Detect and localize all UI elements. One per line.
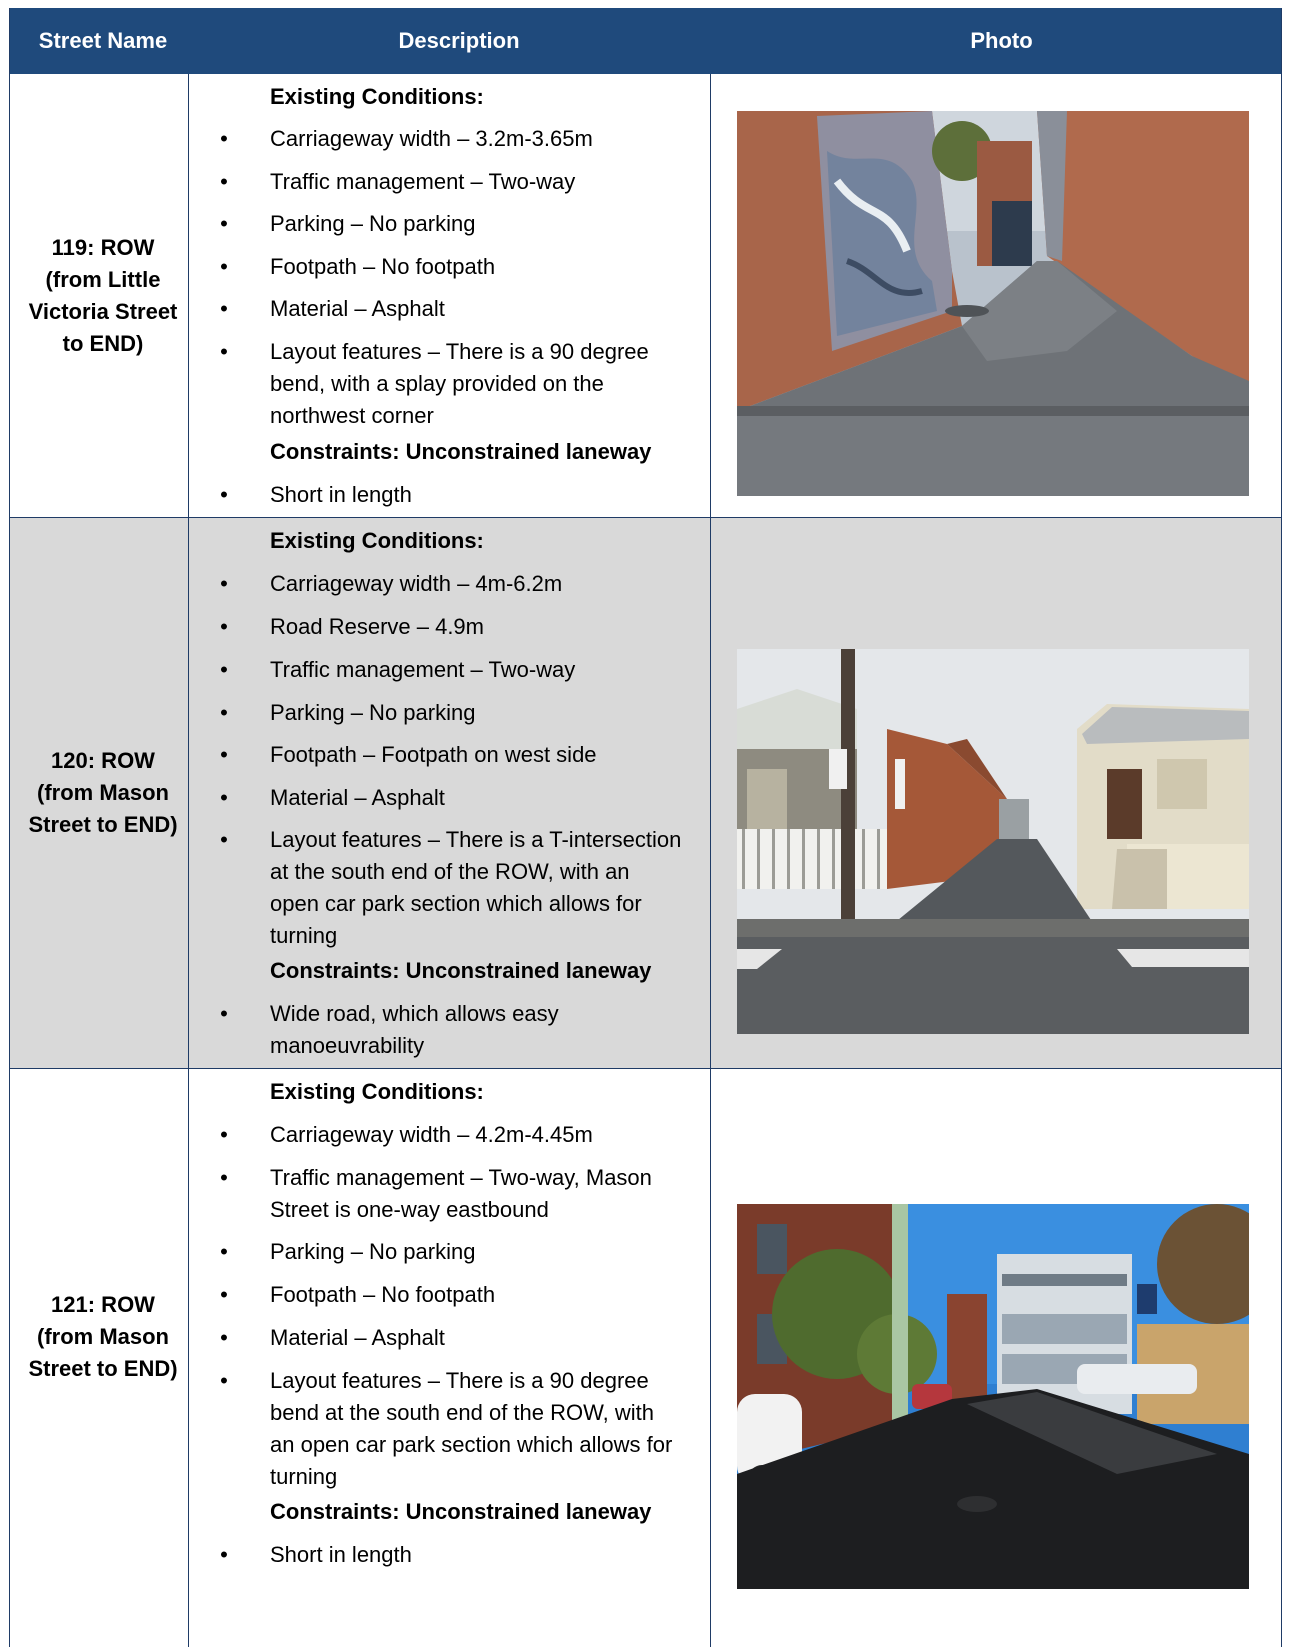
street-name-cell: 119: ROW (from Little Victoria Street to END) bbox=[28, 235, 178, 356]
street-name-cell: 121: ROW (from Mason Street to END) bbox=[28, 1292, 178, 1381]
laneway-photo-119 bbox=[737, 111, 1249, 496]
existing-conditions-heading: Existing Conditions: bbox=[270, 84, 484, 109]
column-divider-2 bbox=[710, 74, 711, 1647]
constraints-heading: Constraints: Unconstrained laneway bbox=[270, 439, 652, 464]
table-row: 120: ROW (from Mason Street to END) Existing Conditions: • Carriageway width – 4m-6.2m • Road Reserve – 4.9m • Traffic management – Two-way • Parking – No parking • Footpath – Footpath on west side • Material – Asphalt • Layout features – There is a T-intersection at the south end of the ROW, with an open car park section which allows for turning Constraints: Unconstrained laneway • Wide road, which allows easy manoeuvrability bbox=[10, 518, 1281, 1068]
street-name-cell: 120: ROW (from Mason Street to END) bbox=[28, 748, 178, 837]
table-row: 121: ROW (from Mason Street to END) Existing Conditions: • Carriageway width – 4.2m-4.45m • Traffic management – Two-way, Mason Street is one-way eastbound • Parking – No parking • Footpath – No footpath • Material – Asphalt • Layout features – There is a 90 degree bend at the south end of the ROW, with an open car park section which allows for turning Constraints: Unconstrained laneway • Short in length bbox=[10, 1069, 1281, 1647]
header-description: Description bbox=[398, 28, 520, 53]
header-street-name: Street Name bbox=[38, 28, 168, 53]
laneway-photo-120 bbox=[737, 649, 1249, 1034]
existing-conditions-heading: Existing Conditions: bbox=[270, 528, 484, 553]
laneway-table bbox=[9, 8, 1282, 1647]
table-row: 119: ROW (from Little Victoria Street to END) Existing Conditions: • Carriageway width – 3.2m-3.65m • Traffic management – Two-way • Parking – No parking • Footpath – No footpath • Material – Asphalt • Layout features – There is a 90 degree bend, with a splay provided on the northwest corner Constraints: Unconstrained laneway • Short in length bbox=[10, 74, 1281, 517]
constraints-heading: Constraints: Unconstrained laneway bbox=[270, 958, 652, 983]
table-header bbox=[10, 8, 1281, 74]
existing-conditions-heading: Existing Conditions: bbox=[270, 1079, 484, 1104]
constraints-heading: Constraints: Unconstrained laneway bbox=[270, 1499, 652, 1524]
laneway-photo-121 bbox=[737, 1204, 1249, 1589]
column-divider-1 bbox=[188, 74, 189, 1647]
header-photo: Photo bbox=[970, 28, 1033, 53]
